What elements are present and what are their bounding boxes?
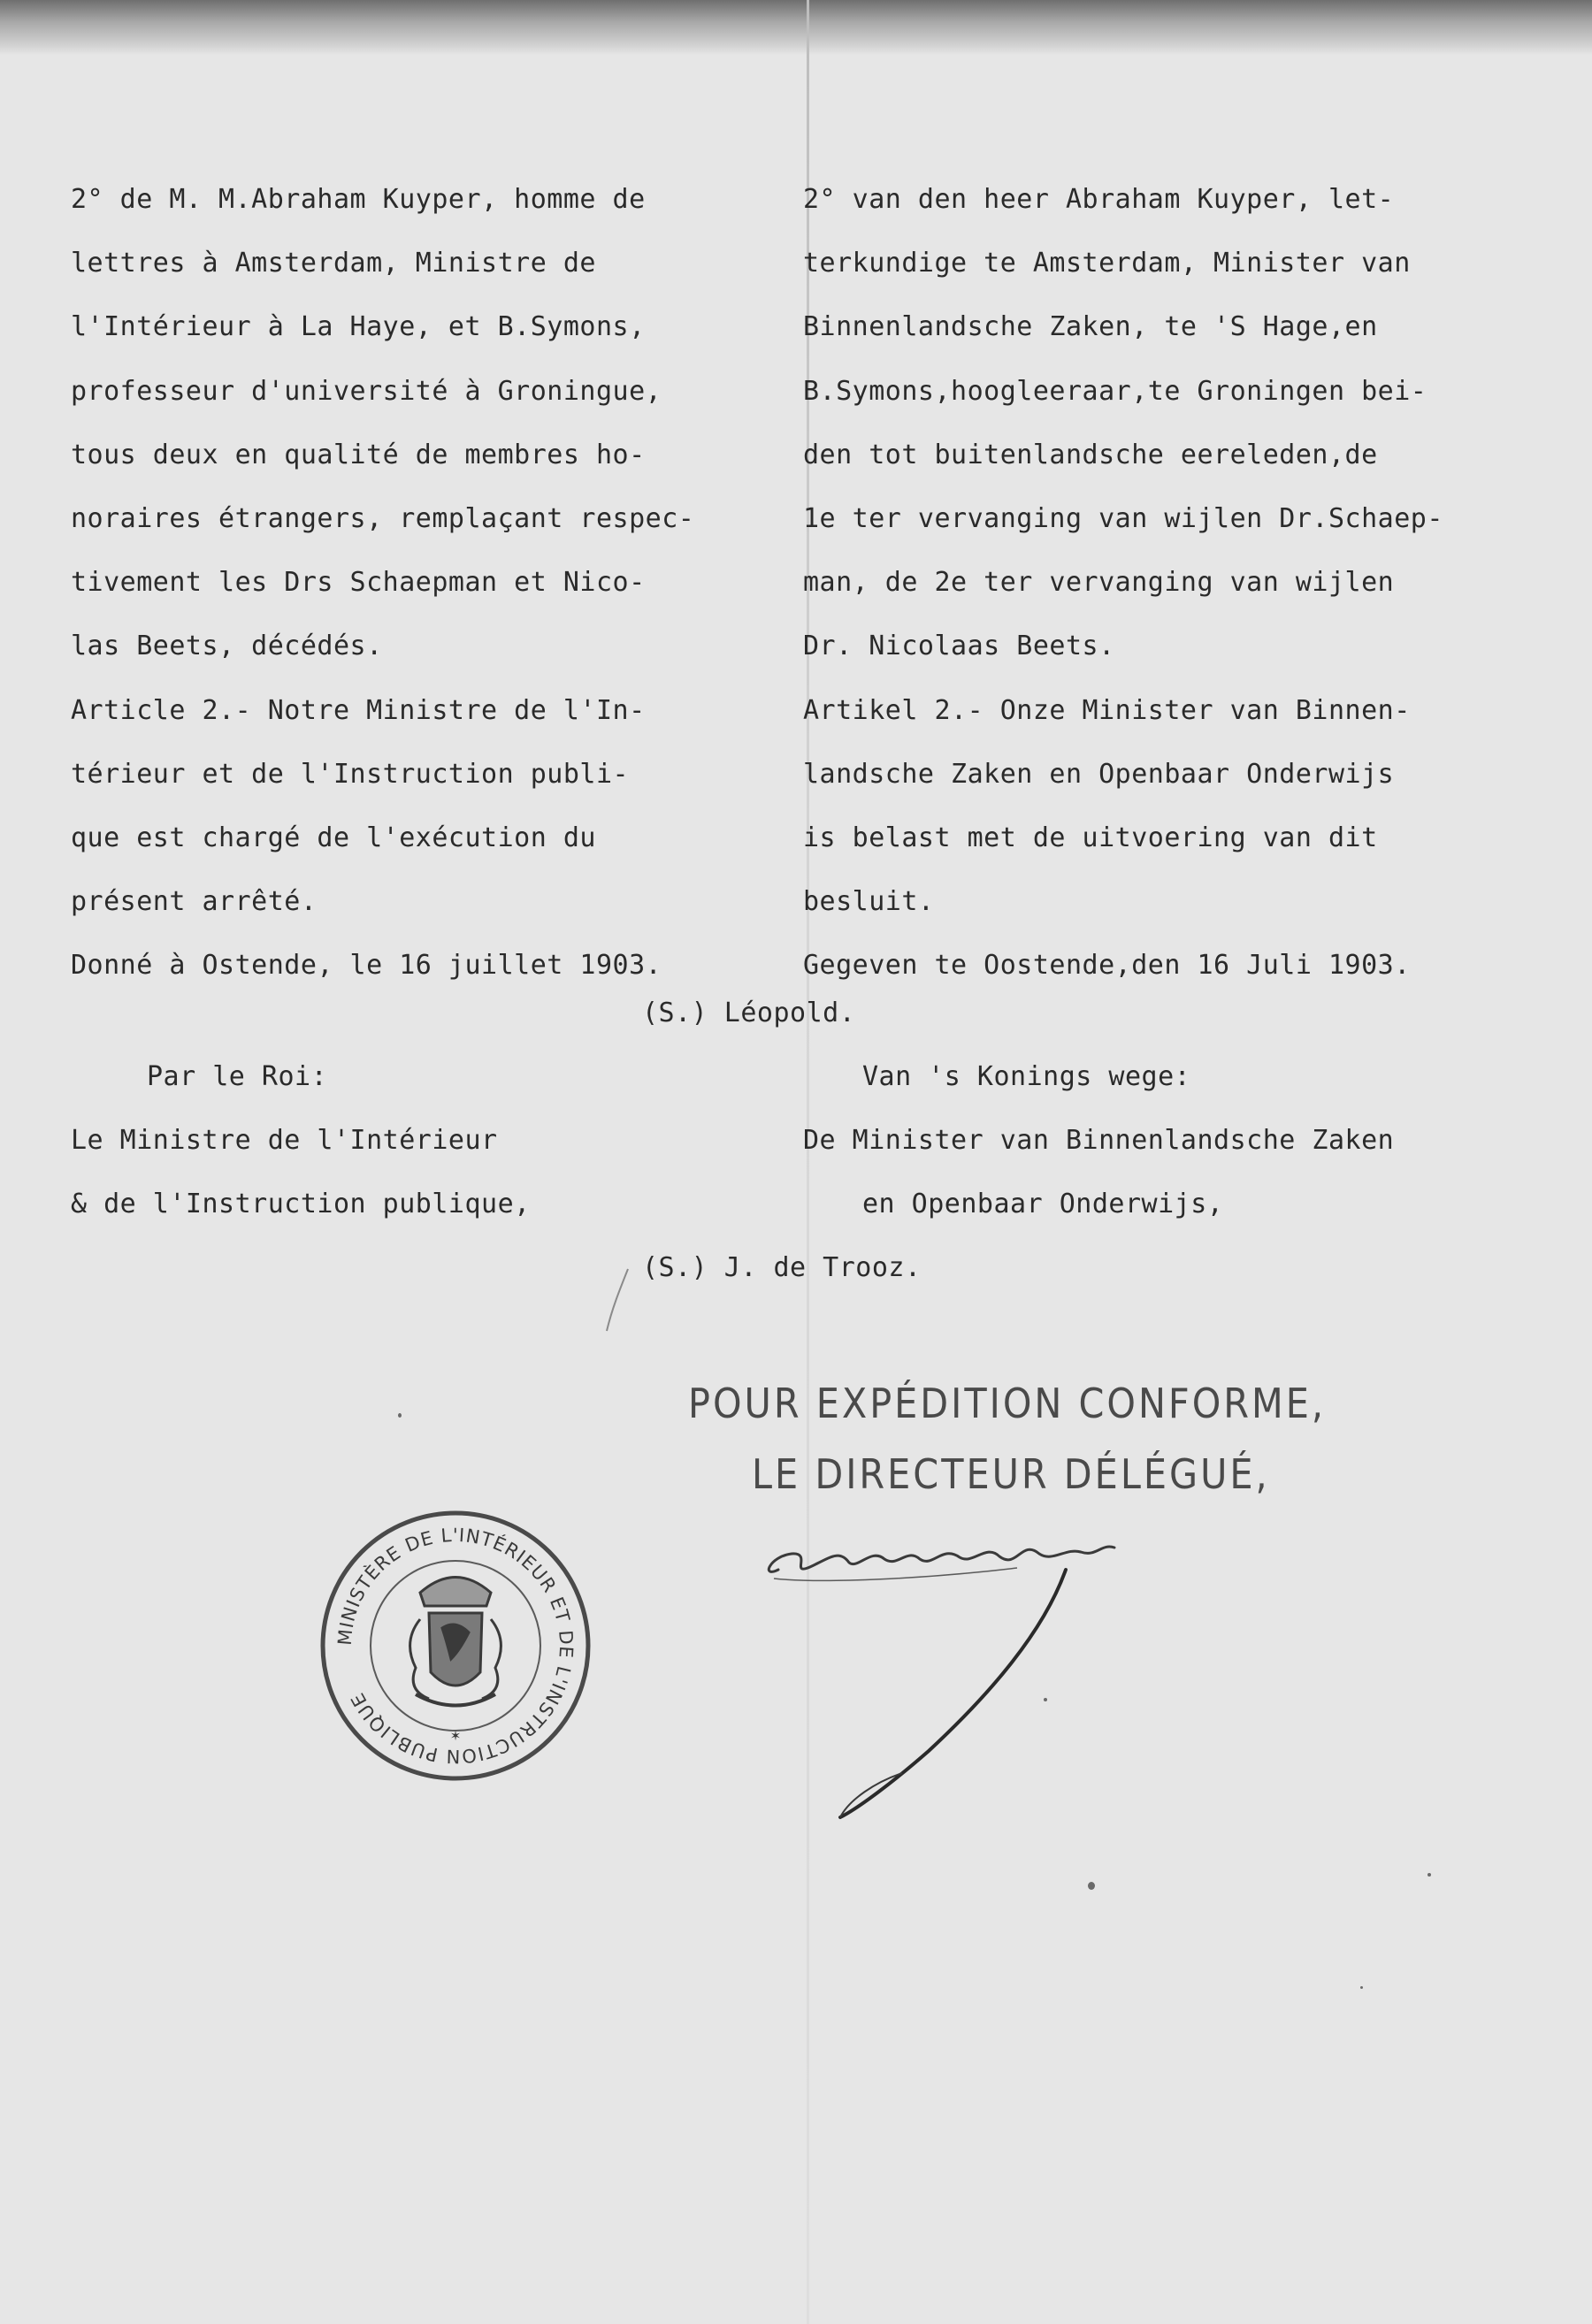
- dutch-column: [803, 168, 1528, 998]
- right-block-line2: en Openbaar Onderwijs,: [862, 1189, 1224, 1219]
- minister-signature: (S.) J. de Trooz.: [642, 1252, 922, 1283]
- dutch-line: den tot buitenlandsche eereleden,de: [803, 439, 1378, 470]
- dutch-line: landsche Zaken en Openbaar Onderwijs: [803, 758, 1395, 790]
- french-line: térieur et de l'Instruction publi-: [71, 758, 630, 790]
- french-line: las Beets, décédés.: [71, 631, 383, 662]
- right-block-line1: De Minister van Binnenlandsche Zaken: [803, 1125, 1395, 1156]
- dutch-line: Artikel 2.- Onze Minister van Binnen-: [803, 694, 1411, 726]
- handwritten-signature: [752, 1517, 1176, 1835]
- right-block-heading: Van 's Konings wege:: [862, 1061, 1191, 1092]
- french-line: tivement les Drs Schaepman et Nico-: [71, 567, 646, 599]
- french-line: Article 2.- Notre Ministre de l'In-: [71, 694, 646, 726]
- dutch-line: 1e ter vervanging van wijlen Dr.Schaep-: [803, 502, 1443, 534]
- left-block-line1: Le Ministre de l'Intérieur: [71, 1125, 498, 1156]
- french-line: l'Intérieur à La Haye, et B.Symons,: [71, 311, 646, 343]
- french-line: présent arrêté.: [71, 886, 318, 918]
- ministry-seal: [318, 1509, 593, 1783]
- speck: [1044, 1698, 1047, 1701]
- dutch-line: Dr. Nicolaas Beets.: [803, 631, 1115, 662]
- left-block-line2: & de l'Instruction publique,: [71, 1189, 531, 1219]
- stamp-line2: LE DIRECTEUR DÉLÉGUÉ,: [752, 1450, 1270, 1498]
- dutch-line: is belast met de uitvoering van dit: [803, 822, 1378, 853]
- pen-mark: [601, 1265, 637, 1335]
- speck: [398, 1413, 402, 1418]
- speck: [1360, 1986, 1363, 1989]
- left-block-heading: Par le Roi:: [147, 1061, 328, 1092]
- dutch-line: man, de 2e ter vervanging van wijlen: [803, 567, 1395, 599]
- seal-text: MINISTÈRE DE L'INTÉRIEUR ET DE L'INSTRUCTION PUBLIQUE: [333, 1524, 578, 1768]
- french-line: 2° de M. M.Abraham Kuyper, homme de: [71, 184, 646, 215]
- french-line: professeur d'université à Groningue,: [71, 375, 662, 407]
- french-line: lettres à Amsterdam, Ministre de: [71, 248, 596, 279]
- speck: [1088, 1882, 1095, 1890]
- french-column: [71, 168, 769, 998]
- dutch-line: besluit.: [803, 886, 935, 918]
- french-line: que est chargé de l'exécution du: [71, 822, 596, 853]
- dutch-line: terkundige te Amsterdam, Minister van: [803, 248, 1411, 279]
- french-line: tous deux en qualité de membres ho-: [71, 439, 646, 470]
- scan-top-edge: [0, 0, 1592, 55]
- dutch-line: 2° van den heer Abraham Kuyper, let-: [803, 184, 1395, 215]
- dutch-line: Binnenlandsche Zaken, te 'S Hage,en: [803, 311, 1378, 343]
- stamp-line1: POUR EXPÉDITION CONFORME,: [688, 1380, 1327, 1427]
- french-line: Donné à Ostende, le 16 juillet 1903.: [71, 950, 662, 982]
- dutch-line: Gegeven te Oostende,den 16 Juli 1903.: [803, 950, 1411, 982]
- royal-signature: (S.) Léopold.: [642, 998, 856, 1028]
- dutch-line: B.Symons,hoogleeraar,te Groningen bei-: [803, 375, 1427, 407]
- seal-star: ✶: [450, 1726, 461, 1745]
- french-line: noraires étrangers, remplaçant respec-: [71, 502, 695, 534]
- speck: [1427, 1873, 1431, 1877]
